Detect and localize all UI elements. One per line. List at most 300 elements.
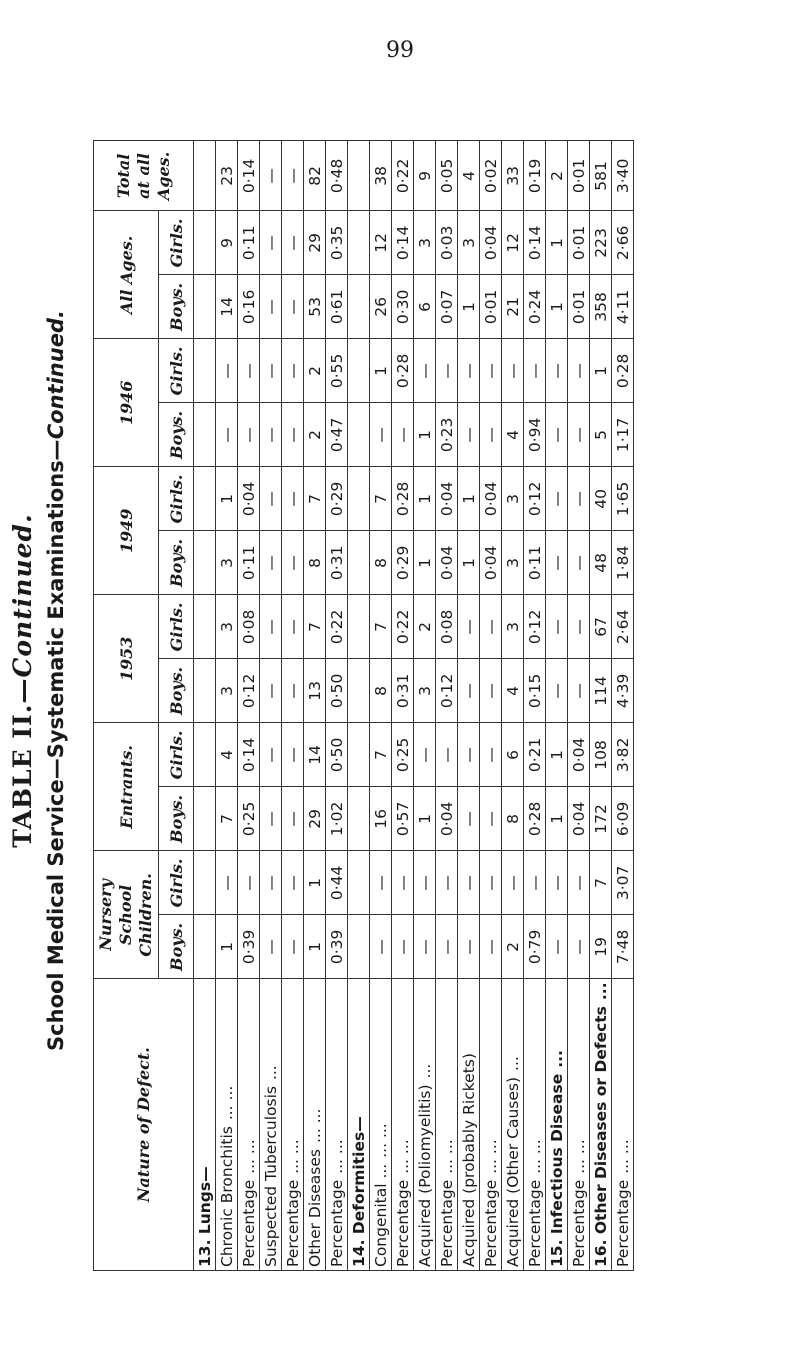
leader-dots: ... (415, 1063, 434, 1079)
value-cell: 3 (458, 211, 480, 275)
value-cell: 1 (458, 275, 480, 339)
defect-label-text: Acquired (Poliomyelitis) (415, 1084, 434, 1267)
value-cell: 13 (304, 659, 326, 723)
value-cell: 2·66 (612, 211, 634, 275)
table-row (194, 141, 216, 1271)
value-cell: 7 (370, 595, 392, 659)
value-cell: 0·14 (524, 211, 546, 275)
value-cell: — (216, 403, 238, 467)
value-cell: 0·25 (392, 723, 414, 787)
defect-label (304, 979, 326, 1271)
table-row (414, 141, 436, 1271)
table-row (216, 141, 238, 1271)
value-cell (194, 403, 216, 467)
value-cell: 0·15 (524, 659, 546, 723)
total-header: Total at all Ages. (94, 141, 194, 211)
value-cell: 1 (414, 531, 436, 595)
value-cell: — (260, 595, 282, 659)
value-cell: 0·29 (392, 531, 414, 595)
value-cell: — (260, 787, 282, 851)
value-cell: — (260, 275, 282, 339)
value-cell: 6·09 (612, 787, 634, 851)
value-cell: 7 (304, 467, 326, 531)
defect-label (612, 979, 634, 1271)
defect-label (370, 979, 392, 1271)
value-cell: 172 (590, 787, 612, 851)
value-cell: 0·31 (326, 531, 348, 595)
defect-label-text: Suspected Tuberculosis (261, 1086, 280, 1267)
defect-label-text: Percentage (283, 1179, 302, 1267)
defect-label-text: 16. Other Diseases or Defects (591, 1006, 610, 1267)
defect-label-text: Percentage (437, 1179, 456, 1267)
value-cell: — (524, 339, 546, 403)
boys-subheader: Boys. (159, 915, 194, 979)
leader-dots: ... ... (569, 1139, 588, 1174)
value-cell: — (282, 787, 304, 851)
leader-dots: ... (261, 1065, 280, 1081)
value-cell: — (260, 851, 282, 915)
value-cell: 21 (502, 275, 524, 339)
value-cell: — (260, 211, 282, 275)
value-cell: 0·05 (436, 141, 458, 211)
value-cell: 12 (370, 211, 392, 275)
value-cell: 1 (546, 211, 568, 275)
value-cell: 1·84 (612, 531, 634, 595)
table-row (260, 141, 282, 1271)
value-cell: — (370, 403, 392, 467)
value-cell: 4 (502, 659, 524, 723)
value-cell (348, 211, 370, 275)
value-cell: 1 (216, 467, 238, 531)
value-cell: 0·12 (524, 467, 546, 531)
value-cell: 3 (216, 595, 238, 659)
defect-label-text: Chronic Bronchitis (217, 1126, 236, 1267)
value-cell: 3 (216, 659, 238, 723)
value-cell: 0·61 (326, 275, 348, 339)
value-cell: — (260, 403, 282, 467)
defect-label-text: Congenital ... (371, 1163, 390, 1267)
value-cell: 1 (546, 275, 568, 339)
defect-label (260, 979, 282, 1271)
defect-label (436, 979, 458, 1271)
value-cell: — (546, 659, 568, 723)
value-cell (348, 403, 370, 467)
value-cell: 1·17 (612, 403, 634, 467)
defect-label-text: Acquired (Other Causes) (503, 1076, 522, 1267)
value-cell: 0·25 (238, 787, 260, 851)
defect-label (348, 979, 370, 1271)
defect-label-text: Other Diseases (305, 1149, 324, 1267)
girls-subheader: Girls. (159, 723, 194, 787)
defect-label-text: Percentage (239, 1179, 258, 1267)
boys-subheader: Boys. (159, 403, 194, 467)
value-cell: 1 (304, 915, 326, 979)
value-cell: 8 (370, 531, 392, 595)
value-cell: 0·03 (436, 211, 458, 275)
girls-subheader: Girls. (159, 467, 194, 531)
value-cell: — (480, 851, 502, 915)
table-row (238, 141, 260, 1271)
value-cell: 0·50 (326, 723, 348, 787)
girls-subheader: Girls. (159, 595, 194, 659)
group-header-all-ages: All Ages. (94, 211, 159, 339)
value-cell: 3 (502, 531, 524, 595)
value-cell: — (282, 141, 304, 211)
value-cell: 114 (590, 659, 612, 723)
value-cell (194, 851, 216, 915)
value-cell: 1 (546, 787, 568, 851)
value-cell: — (568, 339, 590, 403)
value-cell: 0·28 (524, 787, 546, 851)
value-cell: 0·79 (524, 915, 546, 979)
defect-label (546, 979, 568, 1271)
defect-label-text: Percentage (525, 1179, 544, 1267)
value-cell: — (392, 851, 414, 915)
defect-label (238, 979, 260, 1271)
leader-dots: ... ... (283, 1139, 302, 1174)
value-cell: — (282, 915, 304, 979)
value-cell: 6 (414, 275, 436, 339)
value-cell: 0·04 (568, 787, 590, 851)
value-cell: — (568, 595, 590, 659)
leader-dots: ... ... (481, 1139, 500, 1174)
value-cell: 0·04 (480, 531, 502, 595)
table-row (612, 141, 634, 1271)
value-cell (194, 723, 216, 787)
defect-label-text: 13. Lungs— (195, 1166, 214, 1267)
value-cell: — (568, 915, 590, 979)
leader-dots: ... ... (525, 1139, 544, 1174)
table-row (282, 141, 304, 1271)
value-cell: 40 (590, 467, 612, 531)
value-cell: 0·16 (238, 275, 260, 339)
leader-dots: ... (503, 1056, 522, 1071)
value-cell: 0·94 (524, 403, 546, 467)
value-cell: 3 (216, 531, 238, 595)
defect-label (480, 979, 502, 1271)
value-cell: — (568, 403, 590, 467)
value-cell: 0·14 (238, 723, 260, 787)
value-cell: 1 (414, 467, 436, 531)
value-cell: — (414, 915, 436, 979)
value-cell: — (458, 915, 480, 979)
value-cell: 4 (502, 403, 524, 467)
value-cell: — (216, 851, 238, 915)
value-cell: 581 (590, 141, 612, 211)
value-cell: 9 (414, 141, 436, 211)
girls-subheader: Girls. (159, 851, 194, 915)
value-cell: — (480, 659, 502, 723)
value-cell: — (546, 595, 568, 659)
value-cell: — (458, 659, 480, 723)
value-cell: 0·08 (436, 595, 458, 659)
value-cell: — (546, 467, 568, 531)
defect-label-text: Percentage (613, 1179, 632, 1267)
value-cell: — (436, 915, 458, 979)
value-cell: — (238, 403, 260, 467)
value-cell (348, 851, 370, 915)
value-cell: 0·30 (392, 275, 414, 339)
value-cell (194, 915, 216, 979)
group-header-1946: 1946 (94, 339, 159, 467)
value-cell (348, 787, 370, 851)
value-cell: — (502, 339, 524, 403)
value-cell: — (546, 851, 568, 915)
value-cell: 82 (304, 141, 326, 211)
table-row (480, 141, 502, 1271)
value-cell: 0·01 (568, 275, 590, 339)
nature-header: Nature of Defect. (94, 979, 194, 1271)
value-cell: 14 (216, 275, 238, 339)
defect-label-text: 14. Deformities— (349, 1116, 368, 1267)
value-cell: 0·57 (392, 787, 414, 851)
value-cell: 3·40 (612, 141, 634, 211)
value-cell: 7 (216, 787, 238, 851)
value-cell: — (458, 787, 480, 851)
defect-label (590, 979, 612, 1271)
value-cell: — (260, 141, 282, 211)
value-cell: 0·02 (480, 141, 502, 211)
value-cell: 1 (216, 915, 238, 979)
value-cell: — (392, 915, 414, 979)
defect-label-text: Acquired (probably Rickets) (459, 1053, 478, 1267)
value-cell: 2 (414, 595, 436, 659)
value-cell: 0·44 (326, 851, 348, 915)
value-cell: 0·55 (326, 339, 348, 403)
value-cell: 0·11 (238, 531, 260, 595)
value-cell: 16 (370, 787, 392, 851)
value-cell: — (260, 915, 282, 979)
value-cell: 0·12 (238, 659, 260, 723)
table-row (502, 141, 524, 1271)
value-cell: 8 (304, 531, 326, 595)
value-cell: 0·28 (392, 467, 414, 531)
value-cell: — (260, 723, 282, 787)
value-cell: — (546, 531, 568, 595)
value-cell: 0·04 (238, 467, 260, 531)
value-cell: 4·39 (612, 659, 634, 723)
value-cell: — (238, 339, 260, 403)
leader-dots: ... (547, 1050, 566, 1068)
defect-label (524, 979, 546, 1271)
value-cell: 0·31 (392, 659, 414, 723)
value-cell: 1 (304, 851, 326, 915)
leader-dots: ... ... (217, 1085, 236, 1121)
value-cell: 5 (590, 403, 612, 467)
girls-subheader: Girls. (159, 339, 194, 403)
value-cell (194, 531, 216, 595)
value-cell (348, 659, 370, 723)
value-cell: 12 (502, 211, 524, 275)
value-cell: 358 (590, 275, 612, 339)
value-cell: 4 (458, 141, 480, 211)
value-cell: — (282, 659, 304, 723)
value-cell: 19 (590, 915, 612, 979)
value-cell: — (238, 851, 260, 915)
value-cell: 14 (304, 723, 326, 787)
defect-label (392, 979, 414, 1271)
value-cell: 3·82 (612, 723, 634, 787)
value-cell: 8 (502, 787, 524, 851)
value-cell: — (458, 403, 480, 467)
defect-label (568, 979, 590, 1271)
value-cell: 1 (370, 339, 392, 403)
value-cell: 0·39 (238, 915, 260, 979)
value-cell: 33 (502, 141, 524, 211)
value-cell: 9 (216, 211, 238, 275)
value-cell: 26 (370, 275, 392, 339)
value-cell: 0·19 (524, 141, 546, 211)
value-cell: — (568, 659, 590, 723)
value-cell: — (436, 339, 458, 403)
table-row (348, 141, 370, 1271)
leader-dots: ... ... (393, 1139, 412, 1174)
value-cell: — (480, 787, 502, 851)
defect-label-text: Percentage (393, 1179, 412, 1267)
table-row (326, 141, 348, 1271)
value-cell: 0·14 (238, 141, 260, 211)
value-cell: — (546, 915, 568, 979)
value-cell: 1 (458, 531, 480, 595)
value-cell: — (568, 851, 590, 915)
value-cell (194, 141, 216, 211)
value-cell (348, 141, 370, 211)
value-cell: 0·22 (326, 595, 348, 659)
table-subtitle: School Medical Service—Systematic Examinations—Continued. (44, 310, 68, 1051)
value-cell: 1 (546, 723, 568, 787)
value-cell: 0·24 (524, 275, 546, 339)
value-cell: — (370, 915, 392, 979)
value-cell: 0·12 (436, 659, 458, 723)
value-cell: 7 (370, 467, 392, 531)
value-cell: — (458, 595, 480, 659)
value-cell: 0·21 (524, 723, 546, 787)
value-cell: 29 (304, 787, 326, 851)
table-row (568, 141, 590, 1271)
value-cell: — (458, 723, 480, 787)
value-cell: — (480, 403, 502, 467)
value-cell: 7·48 (612, 915, 634, 979)
value-cell (348, 531, 370, 595)
value-cell: 3 (502, 595, 524, 659)
group-header-1949: 1949 (94, 467, 159, 595)
value-cell (194, 275, 216, 339)
value-cell: 1·65 (612, 467, 634, 531)
value-cell: — (216, 339, 238, 403)
value-cell: 1 (414, 787, 436, 851)
value-cell: 2 (502, 915, 524, 979)
defect-label-text: Percentage (327, 1179, 346, 1267)
value-cell: 0·04 (436, 787, 458, 851)
group-header-nursery: Nursery School Children. (94, 851, 159, 979)
boys-subheader: Boys. (159, 787, 194, 851)
value-cell: — (524, 851, 546, 915)
value-cell (348, 467, 370, 531)
value-cell: — (414, 851, 436, 915)
table-row (392, 141, 414, 1271)
boys-subheader: Boys. (159, 275, 194, 339)
value-cell: — (546, 339, 568, 403)
value-cell: 2 (304, 339, 326, 403)
group-header-1953: 1953 (94, 595, 159, 723)
value-cell: — (282, 531, 304, 595)
value-cell: 0·39 (326, 915, 348, 979)
value-cell: 0·47 (326, 403, 348, 467)
value-cell: 0·11 (524, 531, 546, 595)
value-cell: — (282, 851, 304, 915)
value-cell: — (458, 339, 480, 403)
value-cell: 0·01 (568, 211, 590, 275)
value-cell: 0·04 (480, 211, 502, 275)
defect-label (216, 979, 238, 1271)
defects-table (93, 140, 634, 1271)
value-cell (194, 659, 216, 723)
value-cell: 0·50 (326, 659, 348, 723)
value-cell (194, 787, 216, 851)
value-cell (348, 275, 370, 339)
value-cell: 23 (216, 141, 238, 211)
value-cell: 53 (304, 275, 326, 339)
value-cell: 3 (414, 659, 436, 723)
value-cell: 38 (370, 141, 392, 211)
value-cell: 0·29 (326, 467, 348, 531)
value-cell: 0·28 (612, 339, 634, 403)
value-cell: — (546, 403, 568, 467)
defect-label-text: Percentage (569, 1179, 588, 1267)
value-cell: 2 (546, 141, 568, 211)
table-row (304, 141, 326, 1271)
value-cell: 0·11 (238, 211, 260, 275)
value-cell: 3 (502, 467, 524, 531)
leader-dots: ... ... (239, 1139, 258, 1174)
value-cell: 2·64 (612, 595, 634, 659)
value-cell: — (568, 467, 590, 531)
table-row (524, 141, 546, 1271)
table-row (590, 141, 612, 1271)
value-cell: 0·14 (392, 211, 414, 275)
value-cell: — (436, 723, 458, 787)
value-cell: 6 (502, 723, 524, 787)
leader-dots: ... ... (437, 1139, 456, 1174)
value-cell: — (568, 531, 590, 595)
value-cell: 0·12 (524, 595, 546, 659)
value-cell: — (282, 723, 304, 787)
value-cell: 0·08 (238, 595, 260, 659)
leader-dots: ... ... (613, 1139, 632, 1174)
value-cell: — (260, 339, 282, 403)
value-cell (194, 339, 216, 403)
value-cell (348, 915, 370, 979)
table-row (458, 141, 480, 1271)
value-cell: 1 (590, 339, 612, 403)
value-cell: — (392, 403, 414, 467)
value-cell: — (370, 851, 392, 915)
leader-dots: ... ... (305, 1108, 324, 1144)
table-row (436, 141, 458, 1271)
defect-label (282, 979, 304, 1271)
value-cell: — (436, 851, 458, 915)
value-cell: 0·48 (326, 141, 348, 211)
value-cell: — (480, 915, 502, 979)
value-cell: 4·11 (612, 275, 634, 339)
value-cell: — (260, 659, 282, 723)
value-cell: 0·22 (392, 141, 414, 211)
value-cell: 7 (304, 595, 326, 659)
defect-label (326, 979, 348, 1271)
value-cell: — (260, 531, 282, 595)
value-cell: 29 (304, 211, 326, 275)
value-cell: 2 (304, 403, 326, 467)
